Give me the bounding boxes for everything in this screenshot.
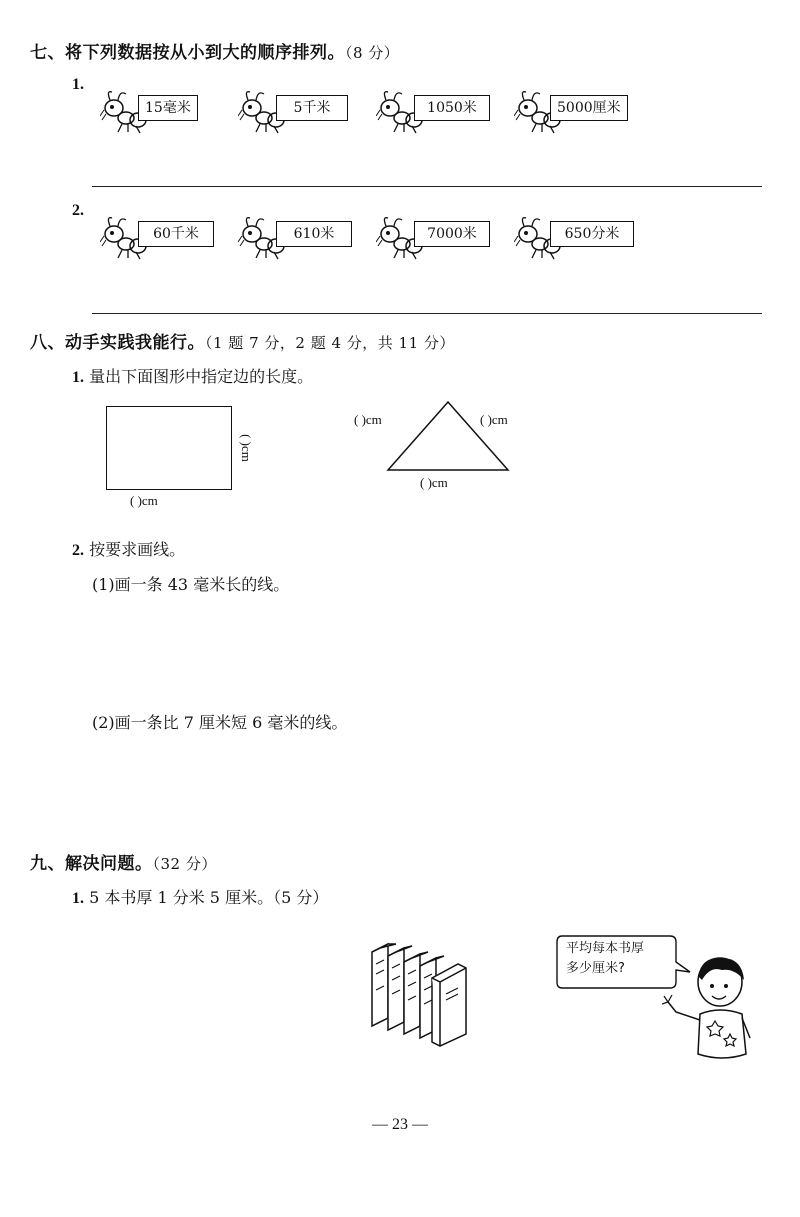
section-7-heading: [30, 38, 399, 63]
section-8-points: （1 题 7 分，2 题 4 分，共 11 分）: [205, 334, 455, 352]
section-8-title: 八、动手实践我能行。: [30, 333, 205, 353]
q8-1-number: 1.: [72, 369, 84, 386]
boy-illustration: [662, 954, 752, 1070]
q8-2: [72, 537, 185, 560]
books-illustration: [366, 934, 476, 1050]
rect-bottom-label: ( )cm: [130, 493, 158, 508]
length-tag: 610米: [276, 221, 352, 247]
q7-2-number: 2.: [72, 202, 84, 219]
q9-1: [72, 885, 328, 908]
q8-2-number: 2.: [72, 542, 84, 559]
length-tag: 15毫米: [138, 95, 198, 121]
rect-side-label: ( )cm: [239, 434, 254, 462]
length-tag: 7000米: [414, 221, 490, 247]
answer-line: [92, 186, 762, 187]
section-9-points: （32 分）: [152, 855, 217, 873]
bubble-text: [566, 939, 644, 979]
rectangle-shape: [106, 406, 232, 490]
section-9-title: 九、解决问题。: [30, 854, 153, 874]
q8-1-text: 量出下面图形中指定边的长度。: [89, 367, 314, 386]
q7-1-number: 1.: [72, 76, 84, 93]
tri-left-label: ( )cm: [354, 412, 382, 427]
q8-2-text: 按要求画线。: [89, 540, 186, 559]
section-7-points: （8 分）: [345, 44, 400, 62]
q8-2-sub2: (2)画一条比 7 厘米短 6 毫米的线。: [92, 713, 348, 732]
answer-line: [92, 313, 762, 314]
length-tag: 60千米: [138, 221, 214, 247]
bubble-line-2: 多少厘米?: [566, 961, 625, 976]
q8-1: [72, 364, 313, 387]
bubble-line-1: 平均每本书厚: [566, 941, 645, 956]
length-tag: 1050米: [414, 95, 490, 121]
section-8-heading: [30, 328, 455, 353]
q8-2-sub1: (1)画一条 43 毫米长的线。: [92, 575, 290, 594]
q9-1-text: 5 本书厚 1 分米 5 厘米。（5 分）: [89, 888, 329, 907]
section-7-title: 七、将下列数据按从小到大的顺序排列。: [30, 43, 345, 63]
page-number: — 23 —: [372, 1116, 428, 1133]
section-9-heading: [30, 849, 217, 874]
length-tag: 5千米: [276, 95, 348, 121]
tri-right-label: ( )cm: [480, 412, 508, 427]
length-tag: 5000厘米: [550, 95, 628, 121]
q9-1-number: 1.: [72, 890, 84, 907]
length-tag: 650分米: [550, 221, 634, 247]
triangle-shape: [385, 398, 515, 474]
tri-bottom-label: ( )cm: [420, 475, 448, 490]
